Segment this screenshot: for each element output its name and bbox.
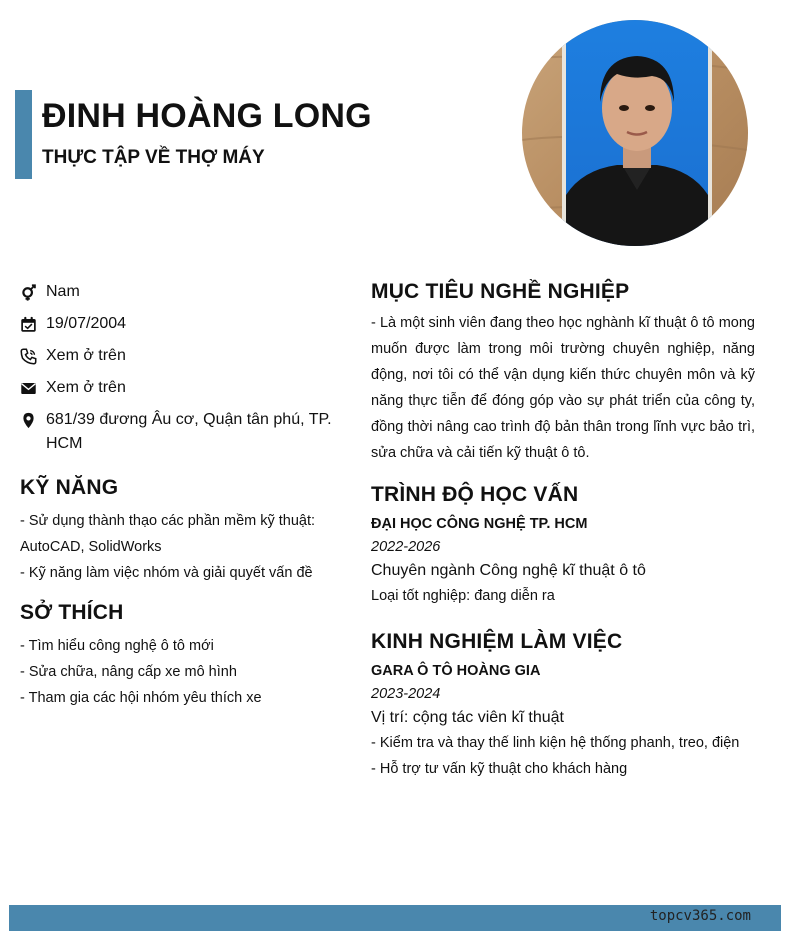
contact-info [20,280,350,464]
profile-photo [522,20,748,246]
education-section [371,483,755,609]
experience-position: Vị trí: cộng tác viên kĩ thuật [371,709,564,726]
hobby-item: - Tham gia các hội nhóm yêu thích xe [20,690,262,706]
avatar [522,20,748,246]
contact-phone [20,344,350,368]
experience-section [371,630,755,782]
envelope-icon [20,376,46,400]
contact-gender-text: Nam [46,283,80,300]
hobbies-title: SỞ THÍCH [20,601,124,624]
contact-email-text: Xem ở trên [46,379,126,396]
location-pin-icon [20,408,46,432]
skill-item: - Sử dụng thành thạo các phần mềm kỹ thuật: AutoCAD, SolidWorks [20,513,316,555]
objective-text: - Là một sinh viên đang theo học nghành kĩ thuật ô tô mong muốn được làm trong môi trường chuyên nghiệp, năng động, nơi tôi có thể vận dụng kiến thức chuyên môn và kỹ năng thực tiễn để đóng góp vào sự phát triển của công ty, đồng thời nâng cao trình độ bản thân trong lĩnh vực bảo trì, sửa chữa và cải tiến kỹ thuật ô tô. [371,315,755,461]
objective-section [371,280,755,466]
company-name: GARA Ô TÔ HOÀNG GIA [371,663,541,679]
contact-phone-text: Xem ở trên [46,347,126,364]
contact-birthday-text: 19/07/2004 [46,315,127,332]
education-status: Loại tốt nghiệp: đang diễn ra [371,588,555,604]
job-title: THỰC TẬP VỀ THỢ MÁY [42,147,265,168]
phone-icon [20,344,46,368]
skills-section [20,476,350,586]
footer-bar [9,905,781,931]
hobby-item: - Tìm hiểu công nghệ ô tô mới [20,638,214,654]
calendar-icon [20,312,46,336]
objective-title: MỤC TIÊU NGHỀ NGHIỆP [371,280,630,303]
experience-duty: - Hỗ trợ tư vấn kỹ thuật cho khách hàng [371,761,628,777]
education-period: 2022-2026 [371,539,441,555]
gender-icon [20,280,46,304]
candidate-name: ĐINH HOÀNG LONG [42,97,372,135]
accent-bar [15,90,32,179]
contact-email [20,376,350,400]
contact-address [20,408,350,456]
footer-watermark: topcv365.com [649,908,751,924]
skills-title: KỸ NĂNG [20,476,119,499]
experience-duty: - Kiểm tra và thay thế linh kiện hệ thống phanh, treo, điện [371,735,740,751]
contact-birthday [20,312,350,336]
contact-address-text: 681/39 đương Âu cơ, Quận tân phú, TP. HCM [46,411,332,452]
hobbies-section [20,601,350,711]
experience-period: 2023-2024 [371,686,441,702]
education-major: Chuyên ngành Công nghệ kĩ thuật ô tô [371,562,646,579]
hobby-item: - Sửa chữa, nâng cấp xe mô hình [20,664,237,680]
contact-gender [20,280,350,304]
experience-title: KINH NGHIỆM LÀM VIỆC [371,630,623,653]
skill-item: - Kỹ năng làm việc nhóm và giải quyết vấn đề [20,565,313,581]
education-title: TRÌNH ĐỘ HỌC VẤN [371,483,579,506]
school-name: ĐẠI HỌC CÔNG NGHỆ TP. HCM [371,516,588,532]
